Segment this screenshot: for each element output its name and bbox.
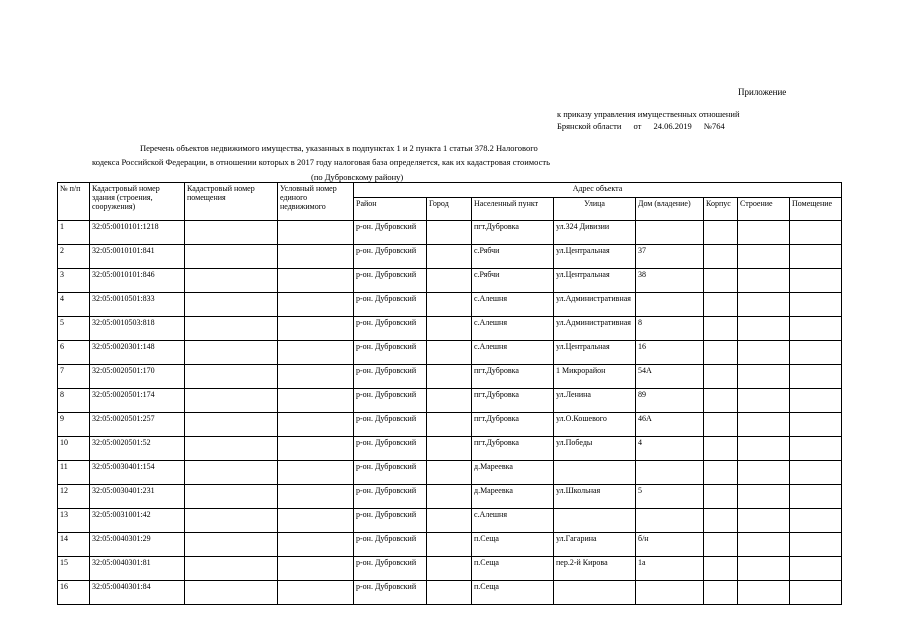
cell-locality: с.Алешня [472, 509, 554, 533]
cell-conditional [278, 317, 354, 341]
cell-premises [185, 221, 278, 245]
cell-building: 32:05:0010101:841 [90, 245, 185, 269]
cell-room [790, 389, 842, 413]
cell-room [790, 221, 842, 245]
cell-city [427, 581, 472, 605]
cell-building: 32:05:0040301:81 [90, 557, 185, 581]
cell-korpus [704, 509, 738, 533]
cell-building: 32:05:0020501:52 [90, 437, 185, 461]
table-row [58, 485, 842, 509]
cell-num: 10 [58, 437, 90, 461]
cell-building: 32:05:0020501:170 [90, 365, 185, 389]
cell-room [790, 269, 842, 293]
table-row [58, 437, 842, 461]
cell-num: 7 [58, 365, 90, 389]
cell-district: р-он. Дубровский [354, 317, 427, 341]
cell-street: ул.Центральная [554, 269, 636, 293]
cell-building: 32:05:0010501:833 [90, 293, 185, 317]
cell-room [790, 437, 842, 461]
cell-num: 2 [58, 245, 90, 269]
cell-locality: д.Мареевка [472, 461, 554, 485]
cell-house: 89 [636, 389, 704, 413]
cell-korpus [704, 293, 738, 317]
cell-building: 32:05:0031001:42 [90, 509, 185, 533]
col-header-city: Город [427, 198, 472, 221]
cell-city [427, 221, 472, 245]
cell-district: р-он. Дубровский [354, 557, 427, 581]
table-row [58, 317, 842, 341]
cell-premises [185, 581, 278, 605]
cell-house: 16 [636, 341, 704, 365]
cell-conditional [278, 581, 354, 605]
cell-street: ул.Центральная [554, 341, 636, 365]
table-row [58, 413, 842, 437]
cell-street [554, 461, 636, 485]
cell-building: 32:05:0020501:174 [90, 389, 185, 413]
order-date-line [557, 121, 735, 131]
cell-house [636, 221, 704, 245]
cell-locality: пгт.Дубровка [472, 389, 554, 413]
cell-room [790, 533, 842, 557]
cell-premises [185, 293, 278, 317]
cell-korpus [704, 341, 738, 365]
table-body [58, 221, 842, 605]
cell-premises [185, 341, 278, 365]
cell-num: 14 [58, 533, 90, 557]
cell-house: 54А [636, 365, 704, 389]
cell-building: 32:05:0020301:148 [90, 341, 185, 365]
cell-room [790, 341, 842, 365]
cell-city [427, 533, 472, 557]
cell-house: 37 [636, 245, 704, 269]
cell-conditional [278, 485, 354, 509]
cell-house: 1а [636, 557, 704, 581]
cell-district: р-он. Дубровский [354, 365, 427, 389]
table-row [58, 245, 842, 269]
cell-city [427, 389, 472, 413]
cell-city [427, 461, 472, 485]
document-title-line-2: кодекса Российской Федерации, в отношении которых в 2017 году налоговая база определяется, как их кадастровая стоимость [92, 157, 551, 167]
cell-street: ул.324 Дивизии [554, 221, 636, 245]
cell-district: р-он. Дубровский [354, 269, 427, 293]
cell-premises [185, 245, 278, 269]
cell-city [427, 485, 472, 509]
cell-stroenie [738, 245, 790, 269]
document-title-line-3: (по Дубровскому району) [311, 172, 404, 182]
col-header-address: Адрес объекта [354, 183, 842, 198]
cell-num: 8 [58, 389, 90, 413]
cell-room [790, 581, 842, 605]
cell-district: р-он. Дубровский [354, 413, 427, 437]
cell-street [554, 509, 636, 533]
cell-stroenie [738, 461, 790, 485]
cell-street: 1 Микрорайон [554, 365, 636, 389]
cell-building: 32:05:0020501:257 [90, 413, 185, 437]
cell-locality: пгт.Дубровка [472, 437, 554, 461]
document-title-line-1: Перечень объектов недвижимого имущества, указанных в подпунктах 1 и 2 пункта 1 статьи 378.2 Налогового [140, 143, 538, 153]
cell-conditional [278, 461, 354, 485]
cell-house: б/н [636, 533, 704, 557]
cell-locality: с.Алешня [472, 293, 554, 317]
cell-premises [185, 317, 278, 341]
cell-district: р-он. Дубровский [354, 221, 427, 245]
cell-korpus [704, 317, 738, 341]
order-from: от [633, 121, 642, 131]
cell-korpus [704, 269, 738, 293]
cell-city [427, 413, 472, 437]
cell-conditional [278, 533, 354, 557]
cell-num: 3 [58, 269, 90, 293]
col-header-locality: Населенный пункт [472, 198, 554, 221]
cell-premises [185, 485, 278, 509]
cell-city [427, 509, 472, 533]
appendix-title: Приложение [738, 87, 787, 97]
cell-street: пер.2-й Кирова [554, 557, 636, 581]
cell-building: 32:05:0040301:84 [90, 581, 185, 605]
cell-stroenie [738, 341, 790, 365]
cell-stroenie [738, 581, 790, 605]
cell-room [790, 365, 842, 389]
cell-district: р-он. Дубровский [354, 293, 427, 317]
cell-conditional [278, 365, 354, 389]
cell-room [790, 557, 842, 581]
cell-korpus [704, 485, 738, 509]
cell-korpus [704, 533, 738, 557]
cell-premises [185, 389, 278, 413]
cell-building: 32:05:0040301:29 [90, 533, 185, 557]
cell-city [427, 437, 472, 461]
cell-room [790, 413, 842, 437]
cell-house [636, 581, 704, 605]
cell-stroenie [738, 293, 790, 317]
cell-num: 9 [58, 413, 90, 437]
cell-district: р-он. Дубровский [354, 461, 427, 485]
cell-korpus [704, 365, 738, 389]
cell-city [427, 269, 472, 293]
cell-num: 11 [58, 461, 90, 485]
col-header-korpus: Корпус [704, 198, 738, 221]
cell-district: р-он. Дубровский [354, 389, 427, 413]
cell-premises [185, 557, 278, 581]
cell-num: 16 [58, 581, 90, 605]
cell-korpus [704, 245, 738, 269]
cell-building: 32:05:0010101:1218 [90, 221, 185, 245]
cell-street: ул.Победы [554, 437, 636, 461]
cell-street: ул.Ленина [554, 389, 636, 413]
cell-locality: д.Мареевка [472, 485, 554, 509]
cell-num: 15 [58, 557, 90, 581]
table-row [58, 533, 842, 557]
cell-locality: п.Сеща [472, 557, 554, 581]
cell-house [636, 461, 704, 485]
cell-num: 13 [58, 509, 90, 533]
table-row [58, 461, 842, 485]
table-row [58, 341, 842, 365]
cell-korpus [704, 437, 738, 461]
cell-city [427, 317, 472, 341]
cell-num: 4 [58, 293, 90, 317]
cell-stroenie [738, 221, 790, 245]
cell-district: р-он. Дубровский [354, 509, 427, 533]
cell-room [790, 293, 842, 317]
cell-district: р-он. Дубровский [354, 533, 427, 557]
col-header-num: № п/п [58, 183, 90, 221]
cell-house: 4 [636, 437, 704, 461]
cell-stroenie [738, 269, 790, 293]
cell-street [554, 581, 636, 605]
cell-conditional [278, 245, 354, 269]
cell-num: 5 [58, 317, 90, 341]
cell-conditional [278, 437, 354, 461]
table-row [58, 581, 842, 605]
cell-street: ул.Административная [554, 317, 636, 341]
cell-conditional [278, 389, 354, 413]
cell-conditional [278, 413, 354, 437]
col-header-house: Дом (владение) [636, 198, 704, 221]
cell-premises [185, 437, 278, 461]
cell-stroenie [738, 437, 790, 461]
cell-street: ул.О.Кошевого [554, 413, 636, 437]
cell-street: ул.Гагарина [554, 533, 636, 557]
cell-district: р-он. Дубровский [354, 581, 427, 605]
table-row [58, 269, 842, 293]
table-row [58, 389, 842, 413]
cell-korpus [704, 461, 738, 485]
cell-house: 5 [636, 485, 704, 509]
cell-conditional [278, 509, 354, 533]
cell-premises [185, 269, 278, 293]
cell-room [790, 317, 842, 341]
cell-conditional [278, 293, 354, 317]
col-header-premises: Кадастровый номер помещения [185, 183, 278, 221]
cell-district: р-он. Дубровский [354, 245, 427, 269]
cell-district: р-он. Дубровский [354, 341, 427, 365]
table-row [58, 557, 842, 581]
cell-locality: с.Рябчи [472, 245, 554, 269]
cell-city [427, 293, 472, 317]
order-reference: к приказу управления имущественных отношений [557, 109, 740, 119]
cell-korpus [704, 581, 738, 605]
cell-city [427, 365, 472, 389]
cell-conditional [278, 221, 354, 245]
cell-city [427, 557, 472, 581]
cell-num: 1 [58, 221, 90, 245]
cell-conditional [278, 557, 354, 581]
cell-street: ул.Центральная [554, 245, 636, 269]
table-row [58, 509, 842, 533]
cell-house [636, 509, 704, 533]
cell-stroenie [738, 533, 790, 557]
cell-room [790, 509, 842, 533]
cell-building: 32:05:0010101:846 [90, 269, 185, 293]
table-row [58, 365, 842, 389]
cell-premises [185, 413, 278, 437]
cell-num: 12 [58, 485, 90, 509]
cell-locality: с.Рябчи [472, 269, 554, 293]
cell-premises [185, 533, 278, 557]
cell-stroenie [738, 485, 790, 509]
cell-locality: пгт.Дубровка [472, 365, 554, 389]
cell-locality: с.Алешня [472, 341, 554, 365]
col-header-building: Кадастровый номер здания (строения, сооружения) [90, 183, 185, 221]
cell-room [790, 485, 842, 509]
cell-korpus [704, 557, 738, 581]
cell-room [790, 461, 842, 485]
cell-stroenie [738, 509, 790, 533]
cell-korpus [704, 413, 738, 437]
cell-city [427, 245, 472, 269]
cell-premises [185, 461, 278, 485]
cell-building: 32:05:0030401:154 [90, 461, 185, 485]
cell-locality: пгт.Дубровка [472, 413, 554, 437]
cell-stroenie [738, 365, 790, 389]
cell-stroenie [738, 389, 790, 413]
cell-house: 8 [636, 317, 704, 341]
order-date: 24.06.2019 [653, 121, 692, 131]
cell-street: ул.Школьная [554, 485, 636, 509]
cell-conditional [278, 341, 354, 365]
order-region: Брянской области [557, 121, 622, 131]
cell-street: ул.Административная [554, 293, 636, 317]
cell-locality: п.Сеща [472, 581, 554, 605]
order-number: №764 [703, 121, 725, 131]
table-row [58, 221, 842, 245]
cell-locality: п.Сеща [472, 533, 554, 557]
col-header-stroenie: Строение [738, 198, 790, 221]
cell-locality: с.Алешня [472, 317, 554, 341]
cell-korpus [704, 389, 738, 413]
cell-house [636, 293, 704, 317]
col-header-district: Район [354, 198, 427, 221]
cell-district: р-он. Дубровский [354, 437, 427, 461]
cell-num: 6 [58, 341, 90, 365]
cell-building: 32:05:0010503:818 [90, 317, 185, 341]
cell-city [427, 341, 472, 365]
col-header-street: Улица [554, 198, 636, 221]
cell-conditional [278, 269, 354, 293]
cell-building: 32:05:0030401:231 [90, 485, 185, 509]
cell-house: 38 [636, 269, 704, 293]
cell-stroenie [738, 413, 790, 437]
col-header-conditional: Условный номер единого недвижимого [278, 183, 354, 221]
cell-premises [185, 509, 278, 533]
cell-korpus [704, 221, 738, 245]
cell-locality: пгт.Дубровка [472, 221, 554, 245]
cell-stroenie [738, 557, 790, 581]
cell-room [790, 245, 842, 269]
table-row [58, 293, 842, 317]
cell-district: р-он. Дубровский [354, 485, 427, 509]
col-header-room: Помещение [790, 198, 842, 221]
property-table [57, 182, 842, 605]
cell-stroenie [738, 317, 790, 341]
cell-premises [185, 365, 278, 389]
cell-house: 46А [636, 413, 704, 437]
